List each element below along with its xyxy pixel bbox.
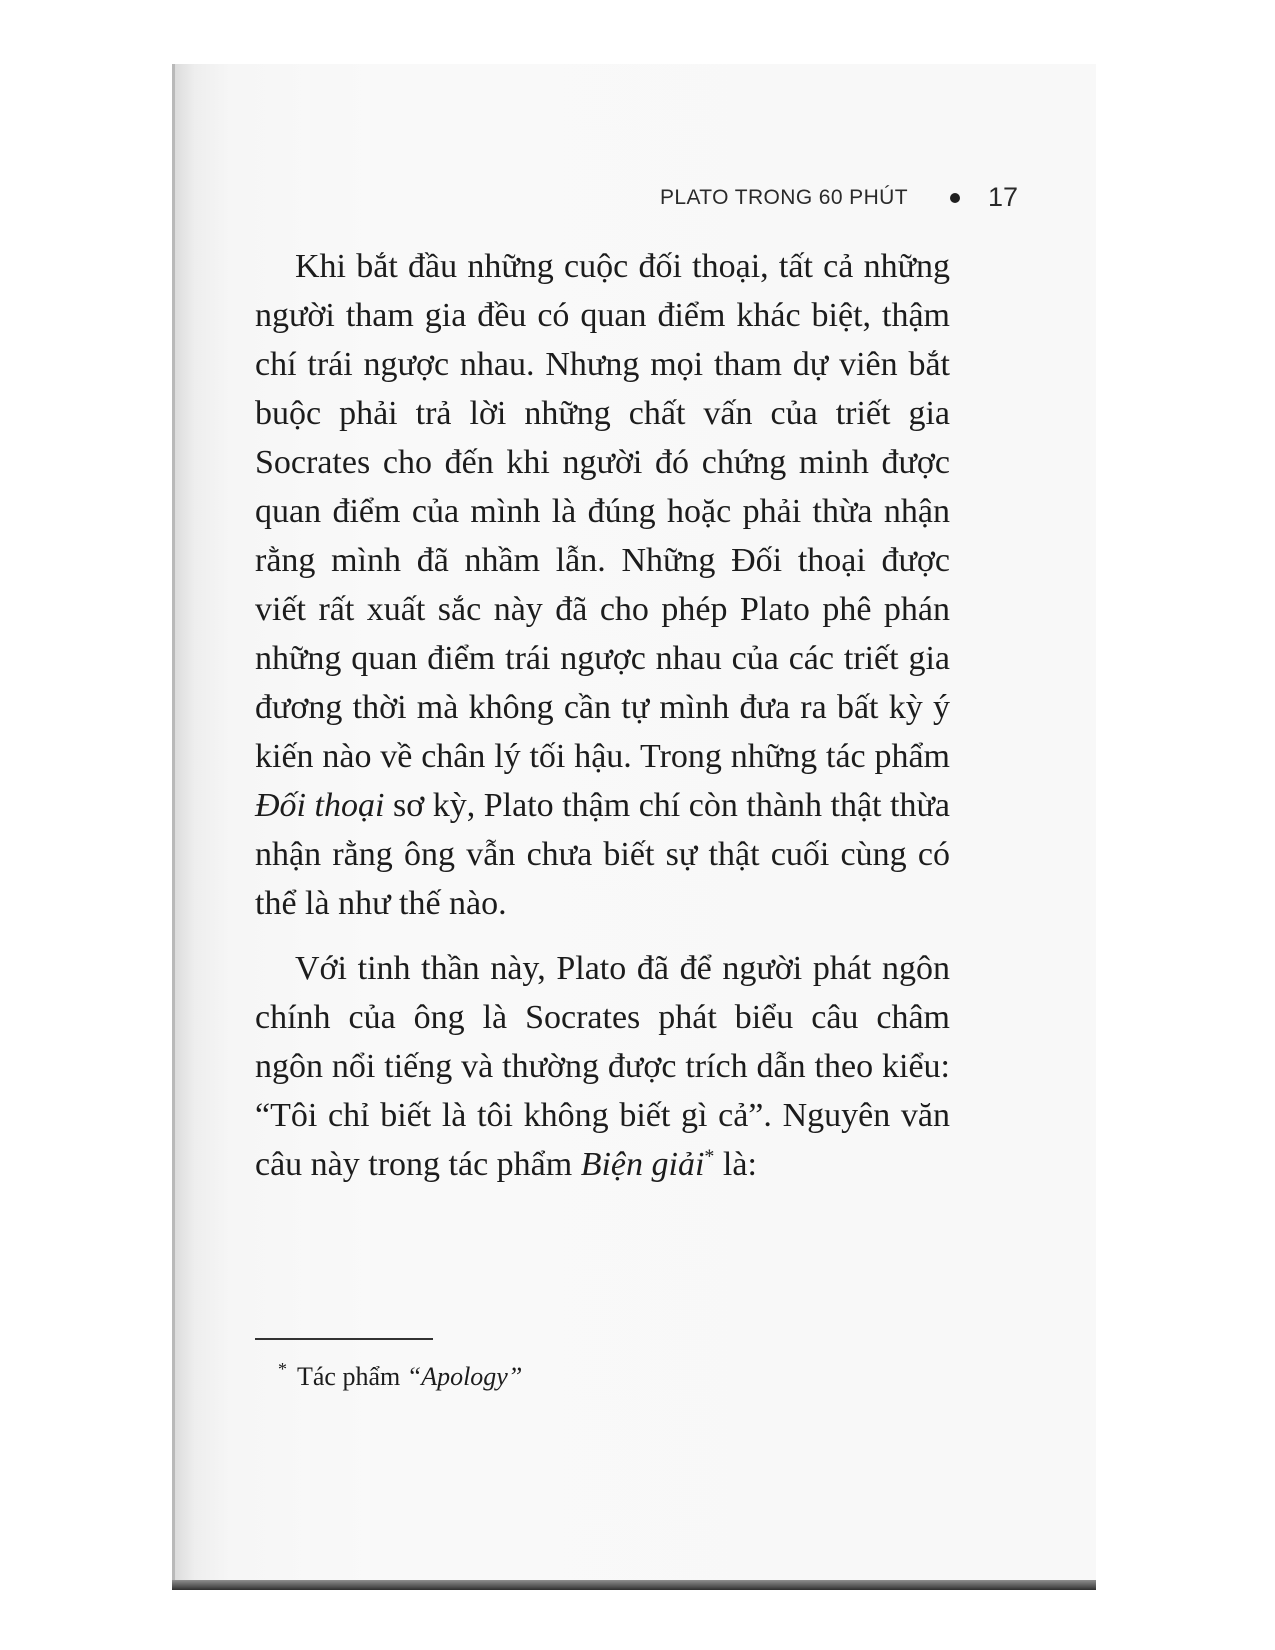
text-run: Với tinh thần này, Plato đã để người phát ngôn chính của ông là Socrates phát biểu câu châm ngôn nổi tiếng và thường được trích dẫn theo kiểu: “Tôi chỉ biết là tôi không biết gì cả”. Nguyên văn câu này trong tác phẩm [255, 950, 950, 1183]
footnote-work-title: “Apology” [406, 1362, 523, 1391]
footnote-marker: * [278, 1359, 287, 1380]
footnote-text: Tác phẩm [297, 1362, 407, 1391]
italic-title: Đối thoại [255, 787, 385, 824]
text-run: sơ kỳ, Plato thậm chí còn thành thật thừa nhận rằng ông vẫn chưa biết sự thật cuối cùng có thể là như thế nào. [255, 787, 950, 922]
running-title: PLATO TRONG 60 PHÚT [659, 185, 908, 209]
footnote-divider [255, 1338, 433, 1340]
paragraph-1 [255, 242, 950, 928]
bullet-separator-icon [950, 193, 960, 203]
body-text [255, 242, 950, 1189]
running-header [660, 182, 1018, 213]
page-number: 17 [987, 182, 1018, 212]
paragraph-2 [255, 944, 950, 1189]
page-stack-edge [172, 1580, 1096, 1590]
footnote [278, 1360, 522, 1394]
text-run: Khi bắt đầu những cuộc đối thoại, tất cả những người tham gia đều có quan điểm khác biệt, thậm chí trái ngược nhau. Nhưng mọi tham dự viên bắt buộc phải trả lời những chất vấn của triết gia Socrates cho đến khi người đó chứng minh được quan điểm của mình là đúng hoặc phải thừa nhận rằng mình đã nhầm lẫn. Những Đối thoại được viết rất xuất sắc này đã cho phép Plato phê phán những quan điểm trái ngược nhau của các triết gia đương thời mà không cần tự mình đưa ra bất kỳ ý kiến nào về chân lý tối hậu. Trong những tác phẩm [255, 248, 950, 775]
footnote-reference: * [704, 1145, 715, 1168]
text-run: là: [714, 1146, 757, 1183]
italic-title: Biện giải [580, 1146, 705, 1183]
